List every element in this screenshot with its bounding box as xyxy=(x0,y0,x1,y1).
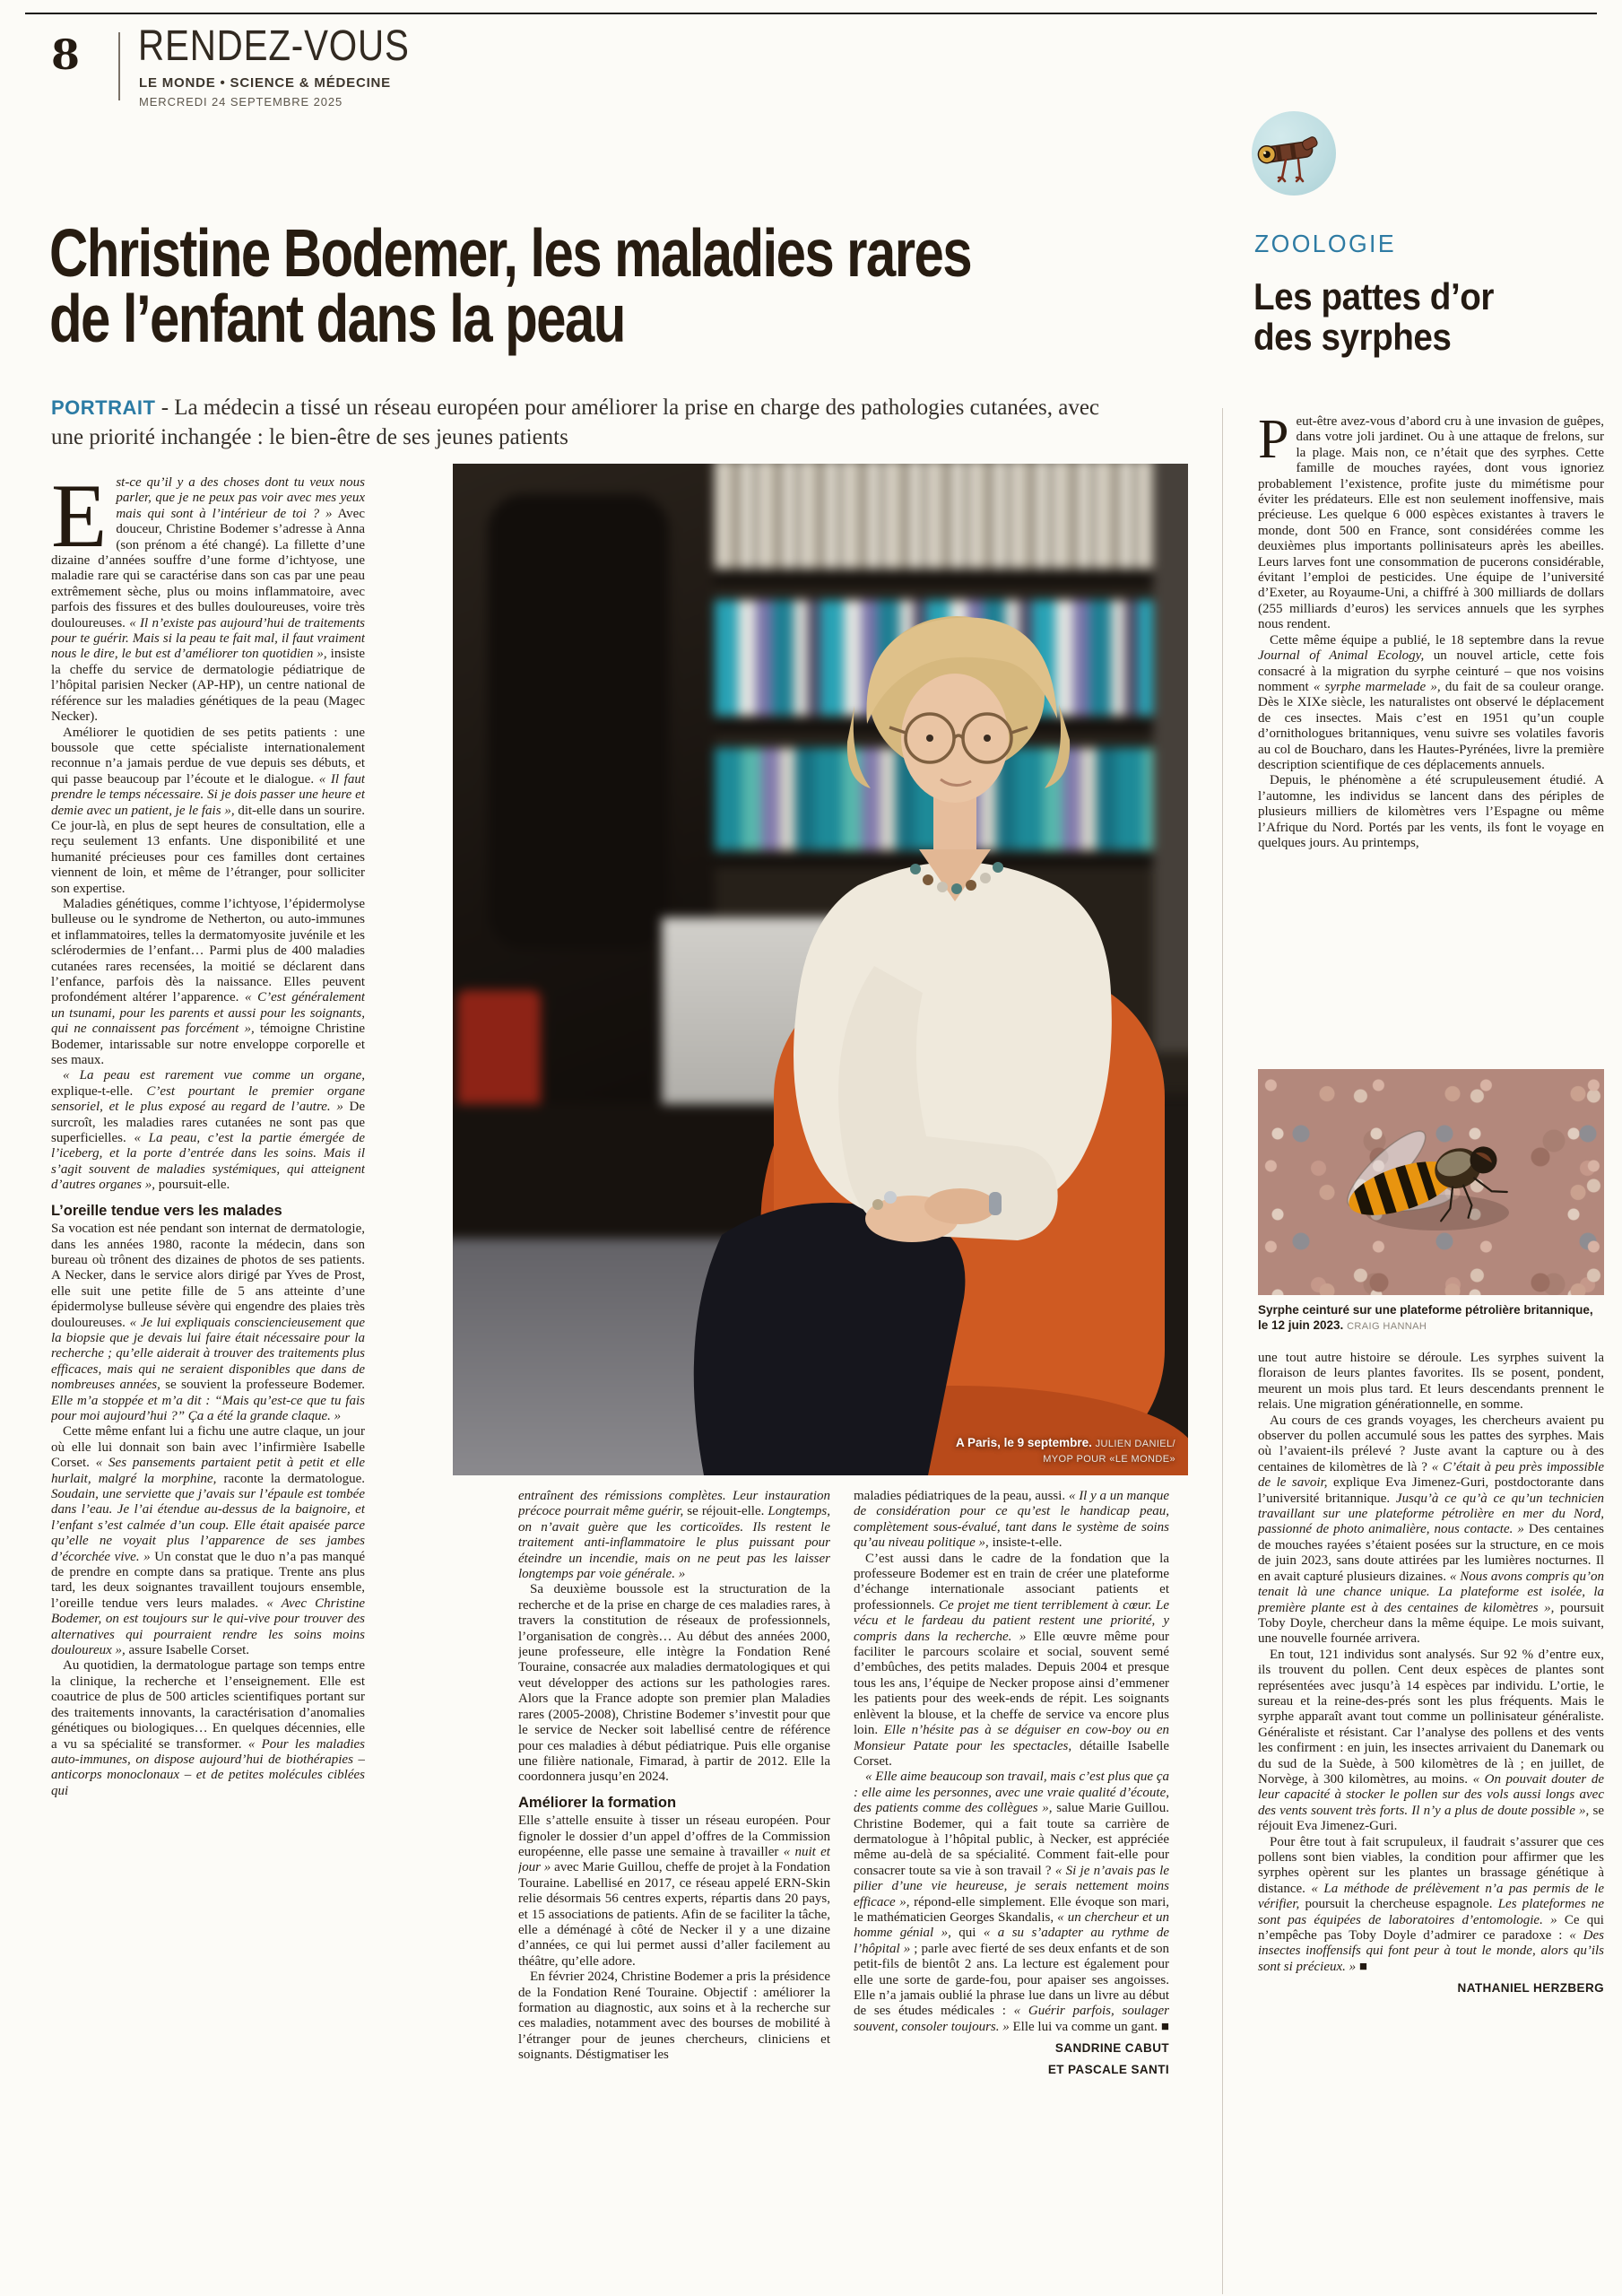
column-divider xyxy=(1222,408,1223,2294)
article-paragraph xyxy=(1258,1351,1604,1413)
body-text: Au quotidien, la dermatologue partage son temps entre la clinique, la recherche et l’enseignement. Elle est coautrice de plus de 500 articles scientifiques portant sur des traitements innovants, la caractérisation d’anomalies génétiques ou biologiques… En quelques décennies, elle a vu sa spécialité se transformer. xyxy=(51,1658,365,1752)
article-paragraph xyxy=(1258,1648,1604,1835)
quote-italic-text: Les plateformes ne sont pas équipées de laboratoires d’entomologie. » xyxy=(1258,1897,1604,1927)
photo-credit: CRAIG HANNAH xyxy=(1347,1321,1427,1332)
body-text: En tout, 121 individus sont analysés. Sur 92 % d’entre eux, ils trouvent du pollen. Cent deux espèces de plantes sont représentées avec jusqu’à 14 espèces par individu. L’ortie, le sureau et la reine-des-prés sont les plus fréquents. Mais le syrphe apparaît avant tout comme un pollinisateur généraliste. Généraliste et résistant. Car l’analyse des pollens et des vents les confirment : en juin, les insectes arrivaient du Danemark ou du sud de la Suède, à 500 kilomètres de là ; en juillet, de Norvège, à 300 kilomètres, au moins. xyxy=(1258,1647,1604,1787)
top-rule xyxy=(25,13,1597,14)
body-text: Elle s’attelle ensuite à tisser un réseau européen. Pour fignoler le dossier d’un appel d’offres de la Commission européenne, elle passe une semaine à travailler xyxy=(518,1813,830,1859)
body-text: Des centaines de mouches rayées s’étaient posées sur la structure, en ce mois de juin 2023, sans doute attirées par les lumières nocturnes. Il en avait capturé plusieurs dizaines. xyxy=(1258,1522,1604,1584)
body-text: , détaille Isabelle Corset. xyxy=(854,1738,1169,1769)
main-headline xyxy=(49,215,1201,356)
drop-cap: E xyxy=(51,475,108,567)
body-text: poursuit la chercheuse espagnole. xyxy=(1305,1897,1498,1912)
article-column-3 xyxy=(854,1489,1169,2294)
body-text: salue Marie Guillou. Christine Bodemer, qui a fait toute sa carrière de dermatologue à l’hôpital public, à Necker, est appréciée même au-delà de sa spécialité. Comment fait-elle pour consacrer toute sa vie à son travail ? xyxy=(854,1801,1169,1878)
author-byline: SANDRINE CABUT xyxy=(1054,2041,1169,2056)
quote-italic-text: « On pouvait douter de leur capacité à stocker le pollen sur des vols aussi longs avec des vents souvent très forts. Il n’y a plus de doute possible », xyxy=(1258,1771,1604,1818)
author-byline: ET PASCALE SANTI xyxy=(1047,2062,1169,2076)
body-text: poursuit Toby Doyle, chercheur dans la même équipe. Le mois suivant, une nouvelle fournée arrivera. xyxy=(1258,1600,1604,1647)
quote-italic-text: « C’est généralement un tsunami, pour les parents et aussi pour les soignants, qui ne connaissent pas forcément », xyxy=(51,990,365,1037)
body-text: dit-elle dans un sourire. Ce jour-là, en plus de sept heures de consultation, elle a reçu seulement 13 enfants. Une disponibilité et une humanité précieuses pour ces familles dont certaines viennent de loin, et même de l’étranger, pour solliciter son expertise. xyxy=(51,803,365,896)
body-text: explique Eva Jimenez-Guri, postdoctorante dans l’université britannique. xyxy=(1258,1475,1604,1506)
quote-italic-text: « Si je n’avais pas le pilier d’une vie heureuse, je serais nettement moins efficace », xyxy=(854,1863,1169,1909)
body-text: Sa vocation est née pendant son internat de dermatologie, dans les années 1980, raconte la médecin, dans son bureau où trônent des dizaines de photos de ses patients. A Necker, dans le service alors dirigé par Yves de Prost, elle suit une petite fille de 5 ans atteinte d’une épidermolyse bulleuse sévère qui engendre des plaies très douloureuses. xyxy=(51,1222,365,1330)
quote-italic-text: « syrphe marmelade », xyxy=(1313,679,1441,694)
body-text: avec Marie Guillou, cheffe de projet à la Fondation Touraine. Labellisé en 2017, ce réseau appelé ERN-Skin relie désormais 56 centres experts, répartis dans 20 pays, et 15 associations de patients. Afin de se faciliter la tâche, elle a déménagé à côté de Necker il y a une dizaine d’années, ce qui lui permet aussi d’aller facilement au théâtre, qu’elle adore. xyxy=(518,1860,830,1969)
body-text: Pour être tout à fait scrupuleux, il faudrait s’assurer que ces pollens sont bien viables, la condition pour affirmer que les syrphes opèrent sur les plantes un brassage génétique à distance. xyxy=(1258,1834,1604,1896)
article-paragraph xyxy=(1258,633,1604,774)
article-column-1 xyxy=(51,475,365,2294)
article-subhead: L’oreille tendue vers les malades xyxy=(51,1202,282,1219)
quote-italic-text: « Il faut prendre le temps nécessaire. Si je dois passer une heure et demie avec un patient, je le fais », xyxy=(51,771,365,818)
article-paragraph xyxy=(518,1813,830,1970)
quote-italic-text: « a su s’adapter au rythme de l’hôpital » xyxy=(854,1926,1169,1956)
quote-italic-text: st-ce qu’il y a des choses dont tu veux nous parler, que je ne peux pas voir avec mes yeux mais qui sont à l’intérieur de toi ? » xyxy=(116,475,365,521)
zoology-column-bottom xyxy=(1258,1351,1604,2294)
quote-italic-text: « nuit et jour » xyxy=(518,1844,830,1875)
article-subhead: Améliorer la formation xyxy=(518,1794,677,1811)
article-paragraph xyxy=(51,726,365,897)
body-text: se réjouit Eva Jimenez-Guri. xyxy=(1258,1803,1604,1834)
article-paragraph xyxy=(518,1582,830,1785)
headline-line2: de l’enfant dans la peau xyxy=(49,281,625,356)
article-paragraph xyxy=(518,1970,830,2063)
body-text: un nouvel article, cette fois consacré à la migration du syrphe ceinturé – que nos voisins nomment xyxy=(1258,648,1604,694)
body-text: qui xyxy=(950,1926,984,1941)
kicker-separator: - xyxy=(155,396,175,420)
section-title: RENDEZ-VOUS xyxy=(138,22,410,70)
article-paragraph xyxy=(51,1424,365,1658)
body-text: Au cours de ces grands voyages, les chercheurs avaient pu observer du pollen accumulé sous les pattes des syrphes. Mais où l’avaient-ils prélevé ? Juste avant la capture ou à des centaines de kilomètres de là ? xyxy=(1258,1413,1604,1474)
body-text: En février 2024, Christine Bodemer a pris la présidence de la Fondation René Touraine. Objectif : améliorer la formation au diagnostic, aux soins et à la recherche sur ces maladies, notamment avec des bourses de mobilité à l’étranger pour de jeunes chercheurs, cliniciens et soignants. Déstigmatiser les xyxy=(518,1970,830,2063)
body-text: témoigne Christine Bodemer, intarissable sur notre enveloppe corporelle et ses maux. xyxy=(51,1022,365,1068)
zoology-headline xyxy=(1253,276,1494,357)
body-text: C’est aussi dans le cadre de la fondation que la professeure Bodemer est en train de créer une plateforme d’échange internationale associant patients et professionnels. xyxy=(854,1551,1169,1613)
body-text: raconte la dermatologue. xyxy=(223,1471,365,1486)
seated-woman-illustration xyxy=(453,464,1188,1475)
zoology-column-top xyxy=(1258,414,1604,1066)
body-text: Elle œuvre même pour faciliter le parcours scolaire et social, souvent semé d’embûches, des petits malades. Depuis 2004 et presque tous les ans, l’équipe de Necker propose ainsi d’emmener les patients pour des week-ends de répit. Les soignants enlèvent la blouse, et la cheffe de service va encore plus loin. xyxy=(854,1629,1169,1738)
article-paragraph xyxy=(51,1658,365,1799)
body-text: De surcroît, les maladies rares cutanées ne sont pas que superficielles. xyxy=(51,1100,365,1146)
article-paragraph xyxy=(854,1770,1169,2035)
body-text: insiste la cheffe du service de dermatologie pédiatrique de l’hôpital parisien Necker (AP-HP), un centre national de référence sur les maladies génétiques de la peau (Magec Necker). xyxy=(51,647,365,725)
article-paragraph xyxy=(51,1068,365,1193)
quote-italic-text: Jusqu’à ce qu’à ce qu’un technicien travaillant sur une plateforme pétrolière en mer du Nord, passionné de photo animalière, nous contacte. » xyxy=(1258,1491,1604,1537)
hoverfly-photo xyxy=(1258,1069,1604,1295)
quote-italic-text: C’est pourtant le premier organe sensoriel, et le plus exposé au regard de l’autre. » xyxy=(51,1083,365,1115)
body-text: se souvient la professeure Bodemer. xyxy=(165,1378,365,1393)
caption-text: A Paris, le 9 septembre. xyxy=(956,1436,1092,1449)
hoverfly-caption xyxy=(1258,1302,1604,1335)
body-text: Ce qui n’empêche pas Toby Doyle d’admirer ce paradoxe : xyxy=(1258,1912,1604,1944)
quote-italic-text: « un chercheur et un homme génial », xyxy=(854,1909,1169,1941)
quote-italic-text: « Pour les maladies auto-immunes, on dispose aujourd’hui de biothérapies – anticorps monoclonaux – et de petites molécules ciblées qui xyxy=(51,1736,365,1798)
article-paragraph xyxy=(1258,1413,1604,1648)
quote-italic-text: « Ses pansements partaient petit à petit et elle hurlait, malgré la morphine, xyxy=(51,1456,365,1486)
quote-italic-text: « La peau est rarement vue comme un organe, xyxy=(63,1068,365,1083)
article-lead xyxy=(51,393,1118,452)
body-text: une tout autre histoire se déroule. Les syrphes suivent la floraison de leurs plantes favorites. Ils se posent, pondent, meurent un mois plus tard. Et leurs descendants prennent le relais. Une migration générationnelle, en somme. xyxy=(1258,1351,1604,1413)
quote-italic-text: « Il y a un manque de considération pour ce qu’est le handicap peau, complètement sous-évalué, tant dans le système de soins qu’au niveau politique », xyxy=(854,1489,1169,1551)
body-text: eut-être avez-vous d’abord cru à une invasion de guêpes, dans votre joli jardinet. Ou à une attaque de frelons, sur la plage. Mais non, ce n’était que des syrphes. Cette famille de mouches rayées, dont vous ignoriez probablement l’existence, profite juste du mimétisme pour éviter les prédateurs. Elle est non seulement inoffensive, mais précieuse. Les quelque 6 000 espèces existantes à travers le monde, dont 500 en France, sont considérées comme les deuxièmes plus importants pollinisateurs après les abeilles. Leurs larves font une consommation de pucerons considérable, évitant l’emploi de pesticides. Une équipe de l’université d’Exeter, au Royaume-Uni, a chiffré à 300 milliards de dollars (255 milliards d’euros) les services annuels que les syrphes nous rendent. xyxy=(1258,414,1604,632)
drop-cap: P xyxy=(1258,414,1289,470)
quote-italic-text: « Des insectes inoffensifs qui font peur à tout le monde, alors qu’ils sont si précieux. » xyxy=(1258,1928,1604,1974)
telescope-bird-icon xyxy=(1252,111,1336,196)
photo-caption xyxy=(956,1436,1175,1466)
body-text: Cette même équipe a publié, le 18 septembre dans la revue xyxy=(1270,632,1604,648)
body-text: Avec douceur, Christine Bodemer s’adresse à Anna (son prénom a été changé). La fillette d’une dizaine d’années souffre d’une forme d’ichtyose, une maladie rare qui se caractérise dans son cas par une peau extrêmement sèche, plus ou moins inflammatoire, avec parfois des fissures et des bulles douloureuses, voire très douloureuses. xyxy=(51,506,365,631)
zoology-section-label: ZOOLOGIE xyxy=(1254,230,1396,257)
photo-credit: JULIEN DANIEL/ xyxy=(1095,1439,1175,1449)
body-text: répond-elle simplement. Elle évoque son mari, le mathématicien Georges Skandalis, xyxy=(854,1894,1169,1925)
quote-italic-text: « C’était à peu près impossible de le savoir, xyxy=(1258,1459,1604,1491)
body-text: Maladies génétiques, comme l’ichtyose, l’épidermolyse bulleuse ou le syndrome de Netherton, ou auto-immunes et inflammatoires, telles la dermatomyosite juvénile et les sclérodermies de l’enfant… Parmi plus de 400 maladies cutanées rares recensées, la moitié se déclarent dans l’enfance, parfois dès la naissance. Elles peuvent profondément altérer l’apparence. xyxy=(51,896,365,1005)
quote-italic-text: « Il n’existe pas aujourd’hui de traitements pour te guérir. Mais si la peau te fait mal, il faut vraiment nous le dire, le but est d’améliorer ton quotidien », xyxy=(51,615,365,662)
author-byline: NATHANIEL HERZBERG xyxy=(1457,1981,1604,1996)
kicker-label: PORTRAIT xyxy=(51,396,156,419)
body-text: Depuis, le phénomène a été scrupuleusement étudié. A l’automne, les individus se lancent dans des périples de plusieurs milliers de kilomètres vers l’Espagne ou même l’Afrique du Nord. Portés par les vents, ils font le voyage en quelques jours. Au printemps, xyxy=(1258,773,1604,850)
body-text: se réjouit-elle. xyxy=(687,1504,768,1519)
body-text: Un constat que le duo n’a pas manqué de prendre en compte dans sa pratique. Trente ans plus tard, les deux soignantes travaillent toujours ensemble, l’oreille tendue vers leurs malades. xyxy=(51,1549,365,1611)
article-column-2 xyxy=(518,1489,830,2294)
quote-italic-text: « La méthode de prélèvement n’a pas permis de le vérifier, xyxy=(1258,1881,1604,1912)
zoology-headline-line1: Les pattes d’or xyxy=(1253,275,1494,317)
body-text: poursuit-elle. xyxy=(154,1178,230,1193)
photo-credit-line2: MYOP POUR «LE MONDE» xyxy=(1043,1454,1175,1465)
body-text: insiste-t-elle. xyxy=(988,1535,1063,1551)
portrait-photo xyxy=(453,464,1188,1475)
date-line: MERCREDI 24 SEPTEMBRE 2025 xyxy=(139,95,343,109)
quote-italic-text: entraînent des rémissions complètes. Leur instauration précoce pourrait même guérir, xyxy=(518,1489,830,1519)
quote-italic-text: Journal of Animal Ecology, xyxy=(1258,648,1425,664)
quote-italic-text: « Elle aime beaucoup son travail, mais c’est plus que ça : elle aime les personnes, avec une vraie qualité d’écoute, des patients comme des collègues », xyxy=(854,1770,1169,1816)
quote-italic-text: « La peau, c’est la partie émergée de l’iceberg, et la porte d’entrée dans les soins. Mais il s’agit souvent de maladies systémiques, qui atteignent d’autres organes », xyxy=(51,1131,365,1193)
body-text: ■ xyxy=(1356,1959,1367,1974)
body-text: assure Isabelle Corset. xyxy=(125,1643,250,1658)
header-divider xyxy=(118,32,120,100)
article-paragraph xyxy=(518,1489,830,1582)
quote-italic-text: « Nous avons compris qu’on tenait là une chance unique. La plateforme est isolée, la première plante est à des centaines de kilomètres », xyxy=(1258,1569,1604,1615)
article-paragraph xyxy=(854,1552,1169,1770)
body-text: explique-t-elle. xyxy=(51,1083,134,1099)
quote-italic-text: « Avec Christine Bodemer, on est toujours sur le qui-vive pour trouver des alternatives qui pourraient rendre les soins moins douloureux », xyxy=(51,1596,365,1658)
quote-italic-text: Soudain, une serviette que j’avais sur l’épaule est tombée dans l’eau. Je l’ai étendue au-dessus de la baignoire, et l’enfant s’est calmée d’un coup. Elle était apaisée parce qu’elle ne voyait plus l’apparence de ses jambes d’écorchée vive. » xyxy=(51,1487,365,1564)
article-paragraph xyxy=(51,1222,365,1424)
body-text: du fait de sa couleur orange. Dès le XIXe siècle, les naturalistes ont observé le déplacement de ces insectes. Mais c’est en 1951 qu’un couple d’ornithologues britanniques, venu suivre ses volatiles favoris au col de Boucharo, dans les Hautes-Pyrénées, livre la première description scientifique de ces déplacements annuels. xyxy=(1258,679,1604,772)
quote-italic-text: Ce projet me tient terriblement à cœur. Le vécu et le fardeau du patient restent une priorité, y compris dans la recherche. » xyxy=(854,1597,1169,1644)
article-paragraph xyxy=(1258,1835,1604,1976)
body-text: Sa deuxième boussole est la structuration de la recherche et de la prise en charge de ces maladies rares, à travers la constitution de réseaux de professionnels, l’organisation de congrès… Au début des années 2000, jeune professeure, elle intègre la Fondation René Touraine, consacrée aux maladies dermatologiques et qui veut développer des actions sur les pathologies rares. Alors que la France adopte son premier plan Maladies rares (2005-2008), Christine Bodemer s’investit pour que le service de Necker soit labellisé centre de référence pour ces maladies à début pédiatrique. Puis elle organise une filière nationale, Fimarad, à partir de 2012. Elle la coordonnera jusqu’en 2024. xyxy=(518,1582,830,1785)
article-paragraph xyxy=(854,1489,1169,1552)
headline-line1: Christine Bodemer, les maladies rares xyxy=(49,215,971,291)
hoverfly-illustration xyxy=(1258,1069,1604,1295)
caption-text: Syrphe ceinturé sur une plateforme pétrolière britannique, le 12 juin 2023. xyxy=(1258,1303,1593,1332)
body-text: Cette même enfant lui a fichu une autre claque, un jour où elle lui donnait son bain avec l’infirmière Isabelle Corset. xyxy=(51,1424,365,1471)
body-text: maladies pédiatriques de la peau, aussi. xyxy=(854,1489,1069,1503)
lead-text: La médecin a tissé un réseau européen pour améliorer la prise en charge des pathologies cutanées, avec une priorité inchangée : le bien-être de ses jeunes patients xyxy=(51,396,1100,449)
quote-italic-text: « Je lui expliquais consciencieusement que la biopsie que je devais lui faire était nécessaire pour la recherche ; qu’elle aiderait à trouver des traitements plus efficaces, mais qui ne seraient disponibles que dans de nombreuses années, xyxy=(51,1315,365,1393)
body-text: ; parle avec fierté de ses deux enfants et de son petit-fils de bientôt 2 ans. La lecture est également pour elle une sorte de garde-fou, pour apaiser ses angoisses. Elle n’a jamais oublié la phrase lue dans un livre au début de ses études médicales : xyxy=(854,1941,1169,2019)
quote-italic-text: Elle m’a stoppée et m’a dit : “Mais qu’est-ce que tu fais pour moi aujourd’hui ?” Ça a été la grande claque. » xyxy=(51,1393,365,1423)
article-paragraph xyxy=(1258,414,1604,633)
quote-italic-text: Elle n’hésite pas à se déguiser en cow-boy ou en Monsieur Patate pour les spectacles xyxy=(854,1723,1169,1753)
page-number: 8 xyxy=(51,30,81,79)
article-paragraph xyxy=(1258,773,1604,851)
edition-line: LE MONDE • SCIENCE & MÉDECINE xyxy=(139,75,391,91)
body-text: Améliorer le quotidien de ses petits patients : une boussole que cette spécialiste internationalement reconnue n’a jamais perdue de vue depuis ses débuts, et qui passe beaucoup par l’écoute et le dialogue. xyxy=(51,725,365,787)
body-text: Elle lui va comme un gant. ■ xyxy=(1009,2019,1169,2034)
quote-italic-text: « Guérir parfois, soulager souvent, consoler toujours. » xyxy=(854,2004,1169,2034)
article-paragraph xyxy=(51,897,365,1068)
zoology-headline-line2: des syrphes xyxy=(1253,316,1452,358)
quote-italic-text: Longtemps, on n’avait guère que les corticoïdes. Ils restent le traitement anti-inflammatoire le plus puissant pour éteindre un incendie, mais on ne peut pas les laisser longtemps par voie générale. » xyxy=(518,1504,830,1582)
